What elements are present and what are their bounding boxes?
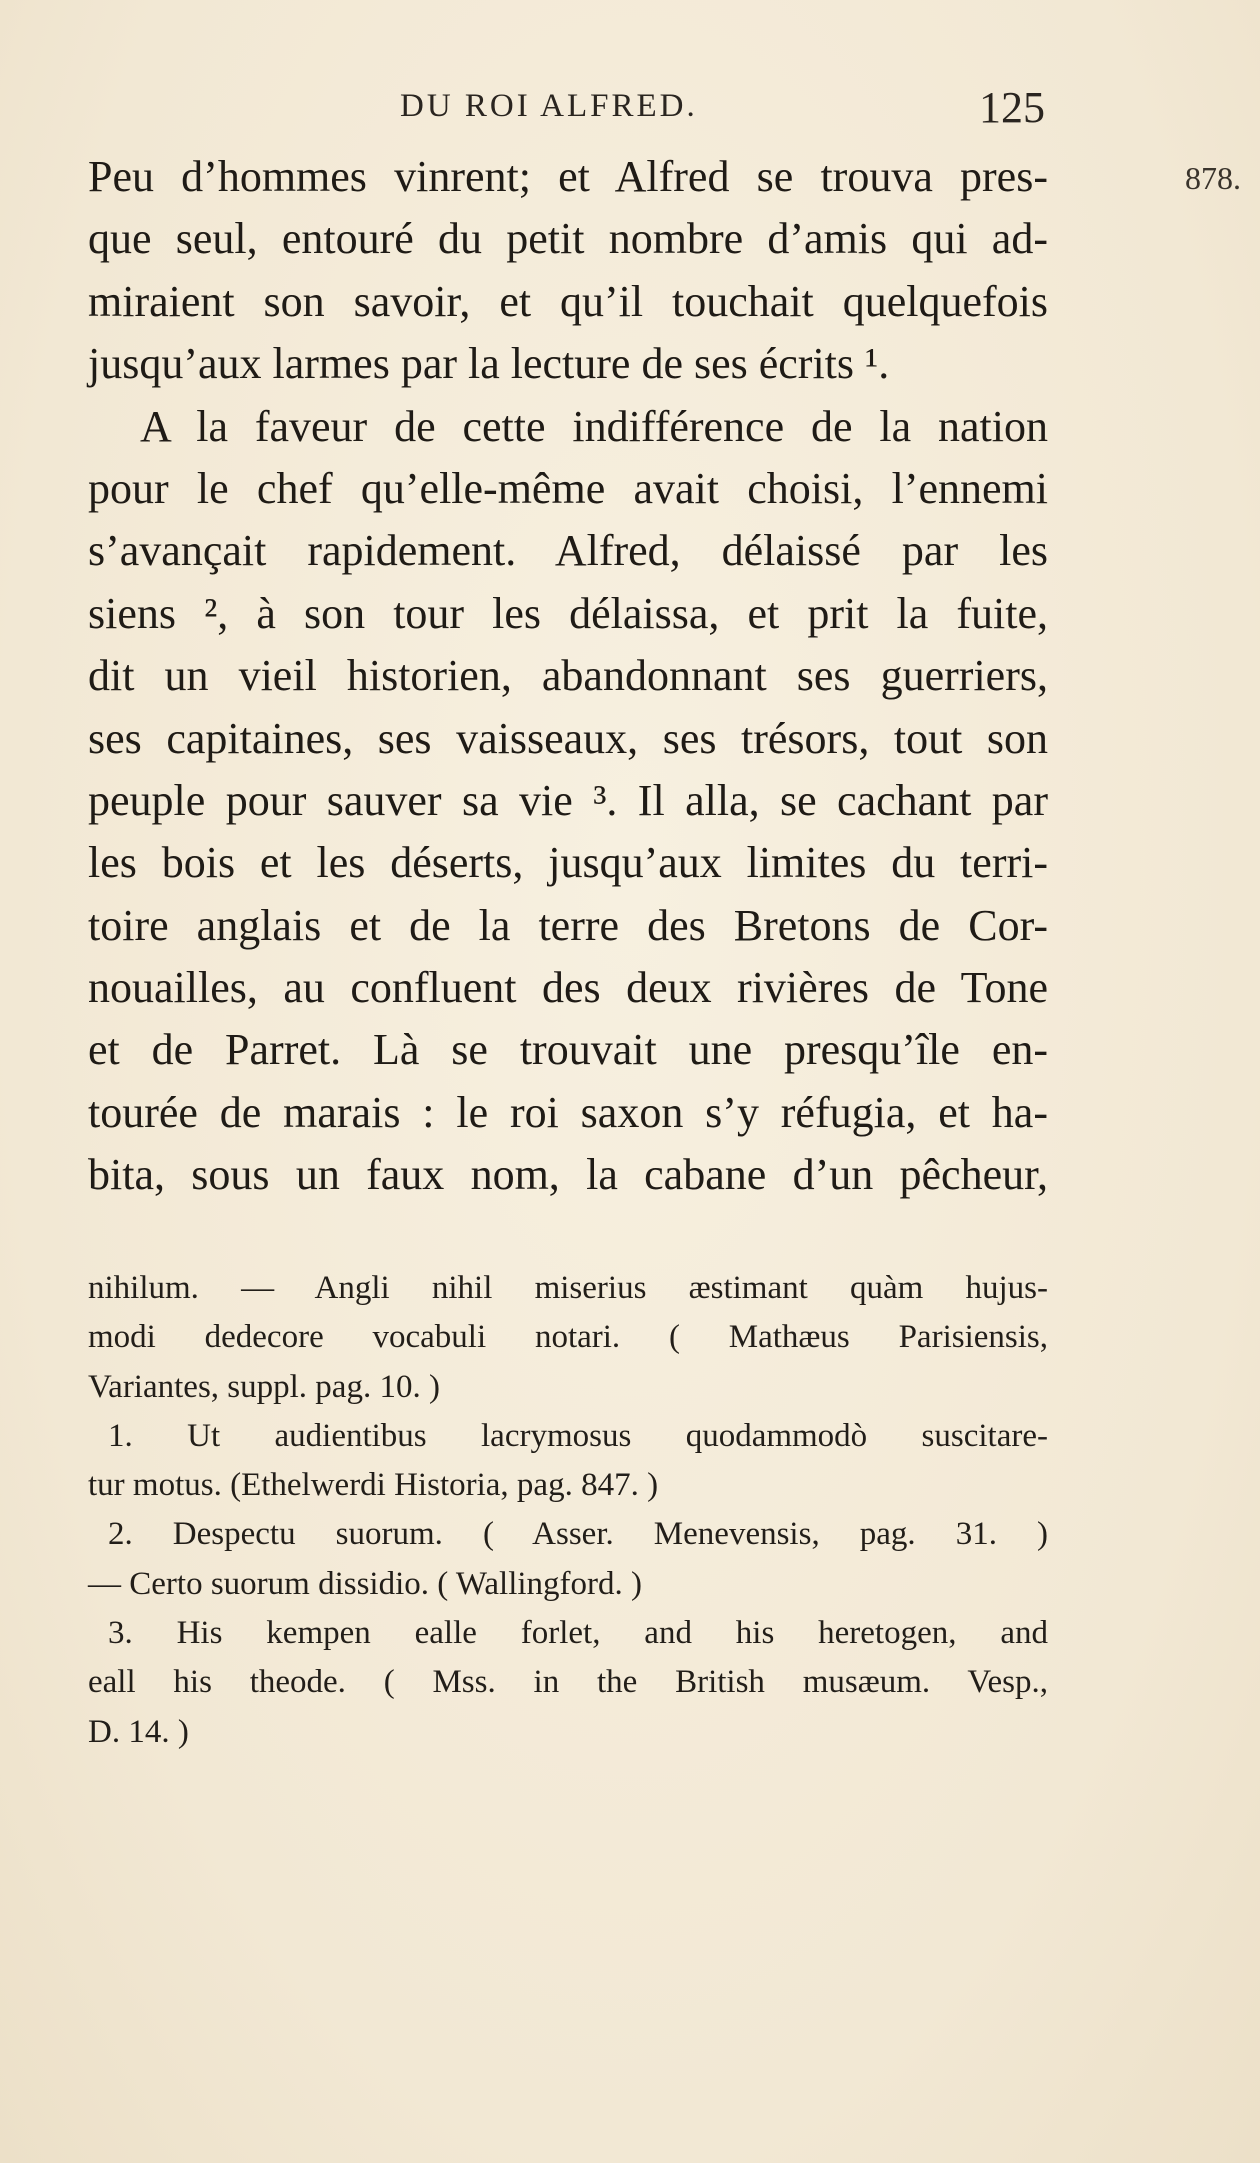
page-number: 125	[979, 83, 1045, 132]
footnote-line: 3. His kempen ealle forlet, and his heretogen, and	[108, 1615, 1048, 1652]
text-line: s’avançait rapidement. Alfred, délaissé par les	[88, 526, 1048, 576]
footnote-line: tur motus. (Ethelwerdi Historia, pag. 847. )	[88, 1467, 659, 1504]
text-line: Peu d’hommes vinrent; et Alfred se trouva pres-	[88, 152, 1048, 201]
text-line: les bois et les déserts, jusqu’aux limites du terri-	[88, 838, 1048, 888]
footnote-line: eall his theode. ( Mss. in the British musæum. Vesp.,	[88, 1664, 1048, 1701]
footnote-line: Variantes, suppl. pag. 10. )	[88, 1368, 440, 1405]
text-line: toire anglais et de la terre des Bretons de Cor-	[88, 900, 1048, 950]
text-line: siens ², à son tour les délaissa, et prit la fuite,	[88, 588, 1048, 638]
footnote-line: nihilum. — Angli nihil miserius æstimant quàm hujus-	[88, 1270, 1048, 1306]
footnotes	[88, 1264, 1048, 1757]
text-line: jusqu’aux larmes par la lecture de ses écrits ¹.	[88, 339, 890, 389]
footnote-line: D. 14. )	[88, 1713, 189, 1750]
footnote-line: modi dedecore vocabuli notari. ( Mathæus Parisiensis,	[88, 1319, 1048, 1356]
margin-year-note: 878.	[1185, 160, 1241, 196]
footnote-line: — Certo suorum dissidio. ( Wallingford. )	[88, 1565, 643, 1602]
text-line: dit un vieil historien, abandonnant ses guerriers,	[88, 651, 1048, 701]
text-line: et de Parret. Là se trouvait une presqu’île en-	[88, 1025, 1048, 1075]
footnote-line: 2. Despectu suorum. ( Asser. Menevensis, pag. 31. )	[108, 1516, 1048, 1553]
text-line: nouailles, au confluent des deux rivières de Tone	[88, 963, 1048, 1013]
text-line: pour le chef qu’elle-même avait choisi, l’ennemi	[88, 463, 1048, 513]
main-text	[88, 146, 1048, 1207]
text-line: bita, sous un faux nom, la cabane d’un pêcheur,	[88, 1150, 1048, 1200]
text-line: miraient son savoir, et qu’il touchait quelquefois	[88, 276, 1048, 326]
page-header	[400, 82, 1045, 142]
text-line: tourée de marais : le roi saxon s’y réfugia, et ha-	[88, 1087, 1048, 1137]
running-title: DU ROI ALFRED.	[400, 88, 698, 124]
text-line: A la faveur de cette indifférence de la nation	[140, 401, 1048, 451]
text-line: peuple pour sauver sa vie ³. Il alla, se cachant par	[88, 775, 1048, 825]
text-line: que seul, entouré du petit nombre d’amis qui ad-	[88, 214, 1048, 264]
footnote-line: 1. Ut audientibus lacrymosus quodammodò suscitare-	[108, 1417, 1048, 1454]
text-line: ses capitaines, ses vaisseaux, ses trésors, tout son	[88, 713, 1048, 763]
